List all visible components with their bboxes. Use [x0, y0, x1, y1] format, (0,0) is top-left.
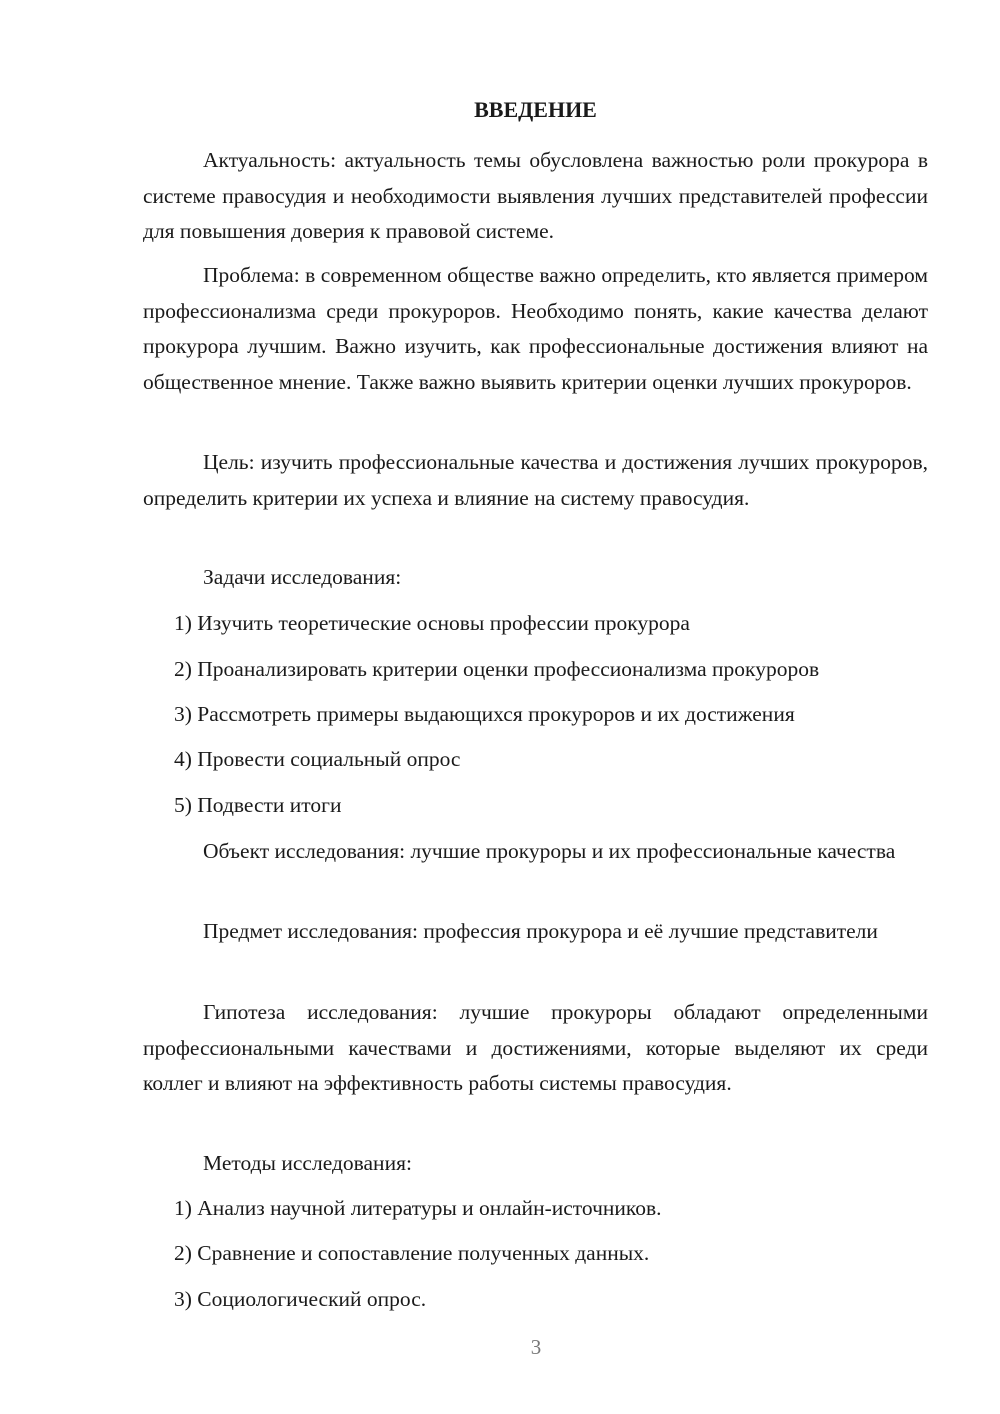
method-item: 3) Социологический опрос.: [174, 1287, 427, 1311]
task-item: 2) Проанализировать критерии оценки профессионализма прокуроров: [174, 657, 820, 681]
page-number: 3: [530, 1335, 542, 1359]
subject-paragraph: Предмет исследования: профессия прокурора и её лучшие представители: [203, 919, 878, 943]
problem-paragraph: Проблема: в современном обществе важно определить, кто является примером профессионализма среди прокуроров. Необходимо понять, какие качества делают прокурора лучшим. Важно изучить, как профессиональные достижения влияют на общественное мнение. Также важно выявить критерии оценки лучших прокуроров.: [143, 263, 928, 394]
task-item: 3) Рассмотреть примеры выдающихся прокуроров и их достижения: [174, 702, 795, 726]
hypothesis-paragraph: Гипотеза исследования: лучшие прокуроры обладают определенными профессиональными качествами и достижениями, которые выделяют их среди коллег и влияют на эффективность работы системы правосудия.: [143, 1000, 928, 1095]
method-item: 1) Анализ научной литературы и онлайн-источников.: [174, 1196, 662, 1220]
methods-heading: Методы исследования:: [203, 1151, 412, 1175]
tasks-heading: Задачи исследования:: [203, 565, 402, 589]
relevance-paragraph: Актуальность: актуальность темы обусловлена важностью роли прокурора в системе правосудия и необходимости выявления лучших представителей профессии для повышения доверия к правовой системе.: [143, 148, 928, 243]
object-paragraph: Объект исследования: лучшие прокуроры и их профессиональные качества: [203, 839, 896, 863]
task-item: 5) Подвести итоги: [174, 793, 342, 817]
goal-paragraph: Цель: изучить профессиональные качества и достижения лучших прокуроров, определить критерии их успеха и влияние на систему правосудия.: [143, 450, 928, 510]
section-title: ВВЕДЕНИЕ: [474, 97, 597, 122]
method-item: 2) Сравнение и сопоставление полученных данных.: [174, 1241, 650, 1265]
task-item: 1) Изучить теоретические основы профессии прокурора: [174, 611, 690, 635]
task-item: 4) Провести социальный опрос: [174, 747, 461, 771]
